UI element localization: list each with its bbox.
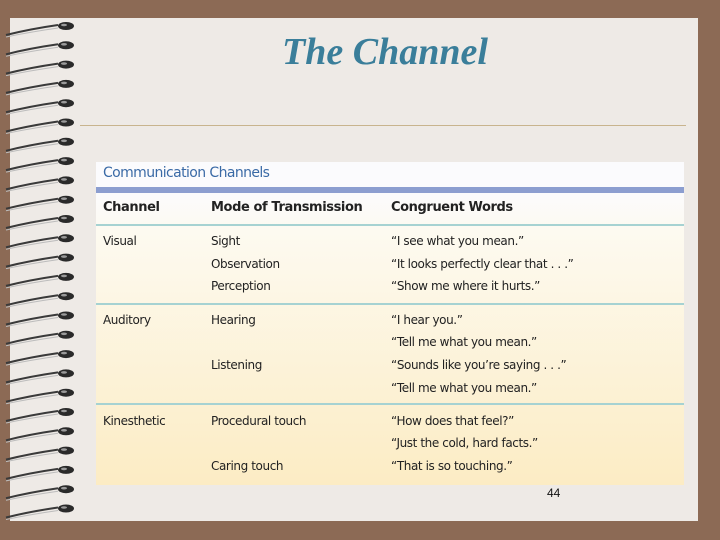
spiral-ring [6,61,74,76]
spiral-ring [6,408,74,423]
table-cell-mode: Procedural touch [211,414,307,428]
table-cell-words: “Just the cold, hard facts.” [391,436,538,450]
title-divider [80,125,686,126]
spiral-ring [6,80,74,95]
table-cell-words: “Tell me what you mean.” [391,335,537,349]
table-cell-mode: Listening [211,358,262,372]
spiral-ring [6,292,74,307]
table-cell-channel: Visual [103,234,137,248]
table-cell-words: “I hear you.” [391,313,463,327]
table-cell-mode: Observation [211,257,280,271]
communication-channels-figure [96,162,684,485]
table-cell-words: “I see what you mean.” [391,234,524,248]
table-cell-channel: Kinesthetic [103,414,166,428]
spiral-ring [6,215,74,230]
spiral-ring [6,447,74,462]
spiral-ring [6,485,74,500]
header-channel: Channel [103,200,160,215]
table-cell-mode: Hearing [211,313,256,327]
spiral-ring [6,273,74,288]
spiral-ring [6,331,74,346]
spiral-ring [6,41,74,56]
table-cell-words: “Sounds like you’re saying . . .” [391,358,567,372]
figure-title: Communication Channels [103,165,270,181]
spiral-ring [6,196,74,211]
header-divider [96,224,684,226]
spiral-ring [6,119,74,134]
spiral-ring [6,505,74,520]
spiral-ring [6,389,74,404]
group-divider [96,303,684,305]
spiral-ring [6,350,74,365]
spiral-binding [0,18,82,521]
spiral-ring [6,99,74,114]
table-cell-words: “It looks perfectly clear that . . .” [391,257,574,271]
figure-title-bar [96,187,684,193]
header-mode: Mode of Transmission [211,200,363,215]
table-cell-words: “How does that feel?” [391,414,514,428]
page-number: 44 [547,486,561,500]
spiral-ring [6,254,74,269]
table-cell-words: “Show me where it hurts.” [391,279,540,293]
group-divider [96,403,684,405]
table-cell-words: “Tell me what you mean.” [391,381,537,395]
spiral-ring [6,157,74,172]
table-cell-mode: Perception [211,279,271,293]
spiral-ring [6,234,74,249]
spiral-ring [6,138,74,153]
table-cell-mode: Sight [211,234,240,248]
spiral-ring [6,312,74,327]
header-words: Congruent Words [391,200,513,215]
table-cell-words: “That is so touching.” [391,459,513,473]
spiral-ring [6,369,74,384]
slide-title: The Channel [282,31,488,73]
spiral-ring [6,427,74,442]
table-cell-mode: Caring touch [211,459,284,473]
table-cell-channel: Auditory [103,313,151,327]
spiral-ring [6,466,74,481]
spiral-ring [6,176,74,191]
spiral-ring [6,22,74,37]
